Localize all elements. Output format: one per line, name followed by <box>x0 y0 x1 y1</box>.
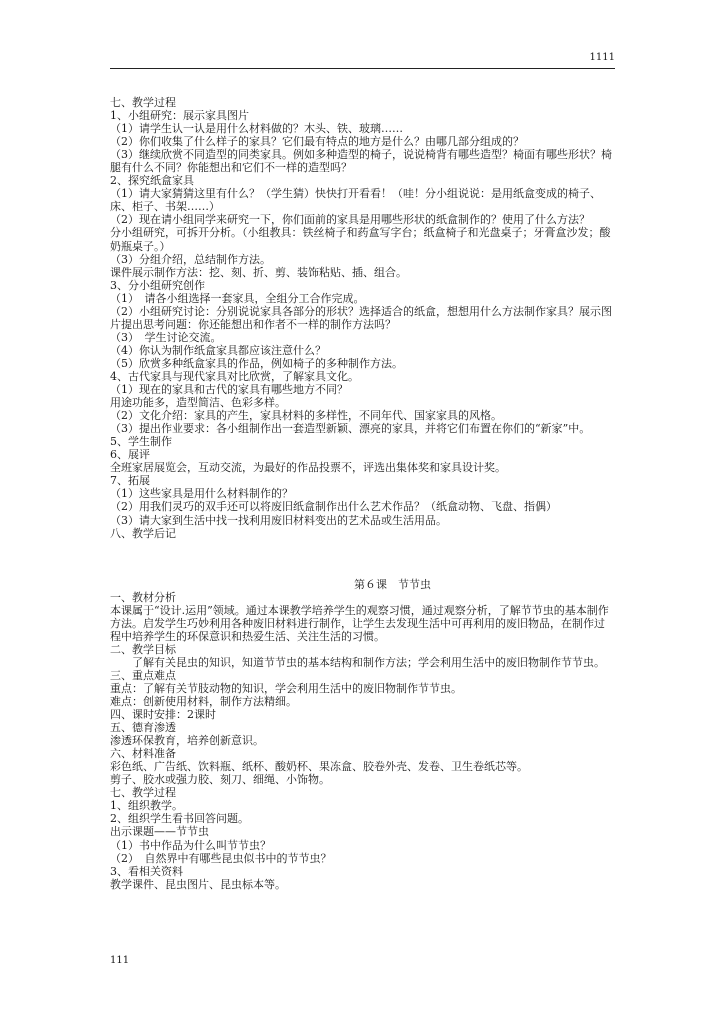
paragraph: （3）请大家到生活中找一找利用废旧材料变出的艺术品或生活用品。 <box>110 513 447 527</box>
paragraph: （2）现在请小组同学来研究一下，你们面前的家具是用哪些形状的纸盒制作的？使用了什么方法？ <box>110 213 590 227</box>
paragraph: （2）小组研究讨论：分别说说家具各部分的形状？选择适合的纸盒，想想用什么方法制作家具？展示图片提出思考问题：你还能想出和作者不一样的制作方法吗？ <box>110 304 612 331</box>
heading-materials: 六、材料准备 <box>110 747 176 761</box>
lesson-title: 第６课 节节虫 <box>354 577 431 591</box>
paragraph: 本课属于“设计.运用”领域。通过本课教学培养学生的观察习惯，通过观察分析，了解节节虫的基本制作方法。启发学生巧妙利用各种废旧材料进行制作，让学生去发现生活中可再利用的废旧物品，在制作过程中培养学生的环保意识和热爱生活、关注生活的习惯。 <box>110 603 609 643</box>
header-page-number: 1111 <box>589 52 615 63</box>
paragraph: （3）分组介绍，总结制作方法。 <box>110 252 271 266</box>
step-student-production: 5、学生制作 <box>110 435 172 449</box>
paragraph: 彩色纸、广告纸、饮料瓶、纸杯、酸奶杯、果冻盒、胶卷外壳、发卷、卫生卷纸芯等。 <box>110 760 528 774</box>
paragraph: 重点：了解有关节肢动物的知识，学会利用生活中的废旧物制作节节虫。 <box>110 681 462 695</box>
heading-material-analysis: 一、教材分析 <box>110 590 176 604</box>
paragraph: （1）书中作品为什么叫节节虫？ <box>110 838 271 852</box>
heading-teaching-goals: 二、教学目标 <box>110 642 176 656</box>
paragraph: 用途功能多，造型简洁、色彩多样。 <box>110 396 286 410</box>
heading-teaching-process-2: 七、教学过程 <box>110 786 176 800</box>
paragraph: 1、组织教学。 <box>110 799 183 813</box>
paragraph: （1）现在的家具和古代的家具有哪些地方不同？ <box>110 383 348 397</box>
paragraph: 课件展示制作方法：挖、刻、折、剪、装饰粘贴、插、组合。 <box>110 265 407 279</box>
paragraph: （1）这些家具是用什么材料制作的？ <box>110 487 293 501</box>
step-group-creation: 3、分小组研究创作 <box>110 278 205 292</box>
paragraph: （3） 学生讨论交流。 <box>110 330 222 344</box>
paragraph: 2、组织学生看书回答问题。 <box>110 812 249 826</box>
paragraph: 难点：创新使用材料，制作方法精细。 <box>110 695 297 709</box>
step-compare-furniture: 4、古代家具与现代家具对比欣赏，了解家具文化。 <box>110 369 359 383</box>
paragraph: 渗透环保教育，培养创新意识。 <box>110 734 264 748</box>
paragraph: 了解有关昆虫的知识，知道节节虫的基本结构和制作方法；学会利用生活中的废旧物制作节节虫。 <box>132 655 605 669</box>
paragraph: （5）欣赏多种纸盒家具的作品，例如椅子的多种制作方法。 <box>110 356 403 370</box>
paragraph: 分小组研究，可拆开分析。（小组教具：铁丝椅子和药盒写字台；纸盒椅子和光盘桌子；牙膏盒沙发；酸奶瓶桌子。） <box>110 226 611 253</box>
step-explore-box-furniture: 2、探究纸盒家具 <box>110 174 194 188</box>
paragraph: 3、看相关资料 <box>110 864 183 878</box>
paragraph: （3）继续欣赏不同造型的同类家具。例如多种造型的椅子，说说椅背有哪些造型？椅面有哪些形状？椅腿有什么不同？你能想出和它们不一样的造型吗？ <box>110 148 612 175</box>
paragraph: （4）你认为制作纸盒家具都应该注意什么？ <box>110 343 326 357</box>
heading-teaching-notes: 八、教学后记 <box>110 526 176 540</box>
paragraph: 剪子、胶水或强力胶、刻刀、细绳、小饰物。 <box>110 773 330 787</box>
paragraph: （3）提出作业要求：各小组制作出一套造型新颖、漂亮的家具，并将它们布置在你们的“新家”中。 <box>110 422 591 436</box>
paragraph: （1）请大家猜猜这里有什么？（学生猜）快快打开看看！（哇！分小组说说：是用纸盒变成的椅子、床、柜子、书架……） <box>110 187 601 214</box>
heading-teaching-process: 七、教学过程 <box>110 96 176 109</box>
paragraph: （2）你们收集了什么样子的家具？它们最有特点的地方是什么？由哪几部分组成的？ <box>110 135 524 149</box>
step-extension: 7、拓展 <box>110 474 150 488</box>
page-header <box>110 52 615 69</box>
paragraph: （2）文化介绍：家具的产生，家具材料的多样性，不同年代、国家家具的风格。 <box>110 409 502 423</box>
section-spacer <box>110 540 615 578</box>
paragraph: 教学课件、昆虫图片、昆虫标本等。 <box>110 877 286 891</box>
document-body <box>110 96 615 891</box>
step-exhibition: 6、展评 <box>110 448 150 462</box>
heading-moral-education: 五、德育渗透 <box>110 721 176 735</box>
paragraph: （2） 自然界中有哪些昆虫似书中的节节虫？ <box>110 851 332 865</box>
paragraph: （1）请学生认一认是用什么材料做的？木头、铁、玻璃…… <box>110 122 403 136</box>
paragraph: （1） 请各小组选择一套家具，全组分工合作完成。 <box>110 291 365 305</box>
heading-key-points: 三、重点难点 <box>110 668 176 682</box>
paragraph: （2）用我们灵巧的双手还可以将废旧纸盒制作出什么艺术作品？（纸盒动物、飞盘、指偶） <box>110 500 557 514</box>
paragraph: 出示课题——节节虫 <box>110 825 209 839</box>
heading-class-hours: 四、课时安排：2课时 <box>110 708 216 722</box>
step-group-research: 1、小组研究：展示家具图片 <box>110 109 249 123</box>
footer-page-number: 111 <box>110 955 130 966</box>
paragraph: 全班家居展览会，互动交流，为最好的作品投票不，评选出集体奖和家具设计奖。 <box>110 461 506 475</box>
